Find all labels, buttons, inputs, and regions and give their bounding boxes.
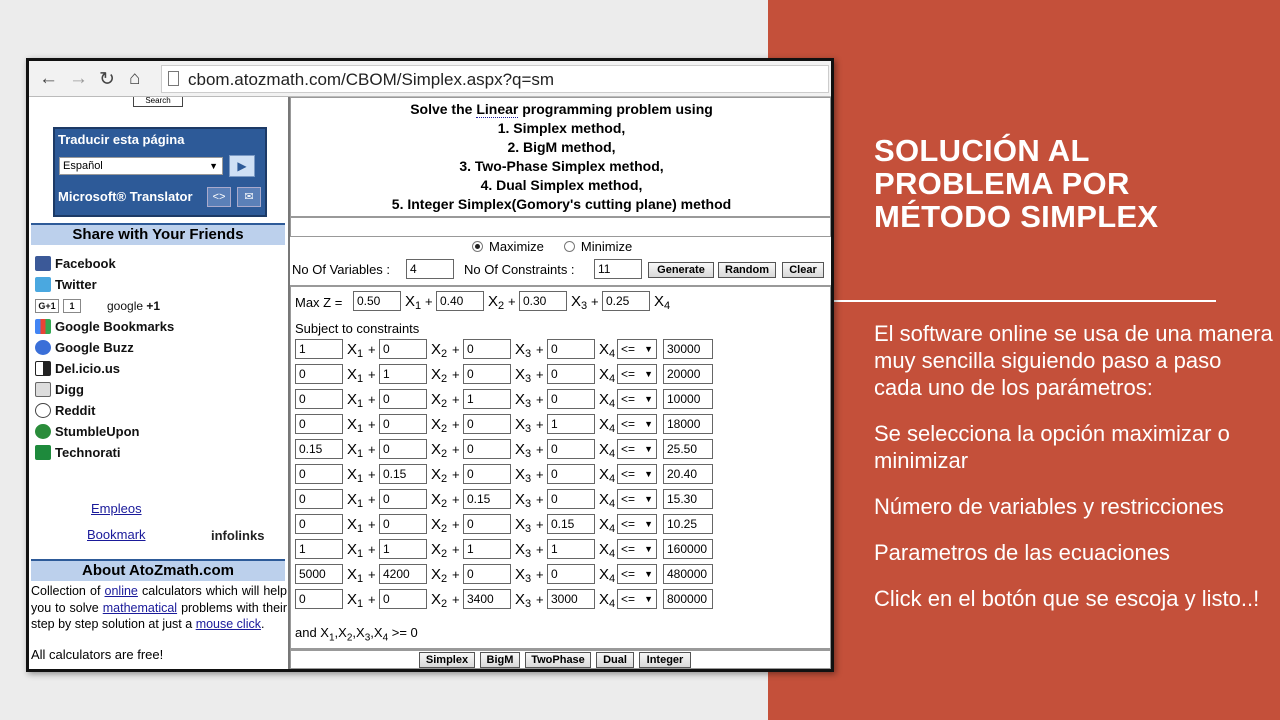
plus-sign: + <box>368 442 376 457</box>
free-note: All calculators are free! <box>31 647 164 662</box>
social-label: Google Buzz <box>55 340 134 355</box>
constraint-coef-input[interactable]: 0 <box>547 464 595 484</box>
technorati-icon <box>35 445 51 460</box>
plus-sign: + <box>368 517 376 532</box>
variable-label: $X_4$ <box>599 391 616 410</box>
plus-sign: + <box>536 567 544 582</box>
variable-label: $X_1$ <box>347 591 364 610</box>
constraint-coef-input[interactable]: 0 <box>295 389 343 409</box>
operator-value: <= <box>621 542 636 556</box>
constraint-coef-input[interactable]: 0.15 <box>379 464 427 484</box>
plus-sign: + <box>452 367 460 382</box>
mouse-click-link[interactable]: mouse click <box>195 617 261 631</box>
plus-sign: + <box>368 367 376 382</box>
google-plus-text: google +1 <box>107 298 161 313</box>
method-item: 1. Simplex method, <box>497 120 626 136</box>
variable-label: $X_3$ <box>515 591 532 610</box>
stumbleupon-icon <box>35 424 51 439</box>
dropdown-arrow-icon: ▼ <box>644 494 653 504</box>
social-label: Twitter <box>55 277 97 292</box>
operator-select[interactable] <box>617 364 657 384</box>
variable-label: $X_1$ <box>347 541 364 560</box>
variable-label: $X_2$ <box>431 516 448 535</box>
operator-value: <= <box>621 367 636 381</box>
minimize-radio[interactable] <box>564 241 575 252</box>
slide-title-line: SOLUCIÓN AL <box>874 133 1090 168</box>
variable-label: $X_4$ <box>599 516 616 535</box>
plus-sign: + <box>425 294 433 309</box>
dropdown-arrow-icon: ▼ <box>644 369 653 379</box>
about-header: About AtoZmath.com <box>31 559 285 581</box>
constraint-coef-input[interactable]: 0 <box>547 339 595 359</box>
plus-sign: + <box>368 417 376 432</box>
social-label: Google Bookmarks <box>55 319 175 334</box>
rhs-input[interactable]: 15.30 <box>663 489 713 509</box>
plus-sign: + <box>536 367 544 382</box>
constraint-coef-input[interactable]: 0 <box>463 364 511 384</box>
variable-label: $X_1$ <box>347 566 364 585</box>
objective-row <box>291 287 831 315</box>
variable-label: $X_2$ <box>431 416 448 435</box>
spacer-box <box>290 217 831 237</box>
variable-label: $X_1$ <box>347 416 364 435</box>
constraint-coef-input[interactable]: 0 <box>463 414 511 434</box>
constraint-coef-input[interactable]: 1 <box>379 364 427 384</box>
dropdown-arrow-icon: ▼ <box>644 594 653 604</box>
operator-select[interactable] <box>617 514 657 534</box>
plus-sign: + <box>536 467 544 482</box>
clear-button[interactable]: Clear <box>782 262 824 278</box>
bullet-item: Se selecciona la opción maximizar o minimizar <box>874 421 1230 473</box>
variable-label: $X_3$ <box>515 566 532 585</box>
constraints-input[interactable]: 11 <box>594 259 642 279</box>
solve-buttons <box>419 652 719 670</box>
google-bookmarks-icon <box>35 319 51 334</box>
variable-label: $X_4$ <box>599 491 616 510</box>
constraint-coef-input[interactable]: 0 <box>379 439 427 459</box>
social-stumbleupon[interactable] <box>35 421 285 442</box>
slide-title <box>874 134 1274 233</box>
digg-icon <box>35 382 51 397</box>
language-select[interactable] <box>59 157 223 175</box>
social-label: Reddit <box>55 403 96 418</box>
operator-value: <= <box>621 492 636 506</box>
dropdown-arrow-icon: ▼ <box>644 519 653 529</box>
subject-label: Subject to constraints <box>295 321 420 336</box>
objective-label: Max Z = <box>295 295 343 310</box>
dropdown-arrow-icon: ▼ <box>644 344 653 354</box>
url-text: cbom.atozmath.com/CBOM/Simplex.aspx?q=sm <box>188 70 555 89</box>
variable-label: $X_3$ <box>515 341 532 360</box>
constraint-coef-input[interactable]: 1 <box>547 414 595 434</box>
operator-value: <= <box>621 592 636 606</box>
variable-label: $X_3$ <box>515 391 532 410</box>
constraint-coef-input[interactable]: 0 <box>379 514 427 534</box>
rhs-input[interactable]: 160000 <box>663 539 713 559</box>
operator-value: <= <box>621 517 636 531</box>
constraint-coef-input[interactable]: 0 <box>463 439 511 459</box>
constraint-coef-input[interactable]: 0 <box>379 589 427 609</box>
variable-label: $X_2$ <box>431 491 448 510</box>
infolinks-logo: infolinks <box>211 528 265 543</box>
random-button[interactable]: Random <box>718 262 776 278</box>
slide-panel <box>768 0 1280 720</box>
dropdown-arrow-icon: ▼ <box>209 161 218 171</box>
social-label: Facebook <box>55 256 116 271</box>
mathematical-link[interactable]: mathematical <box>102 600 178 615</box>
constraint-coef-input[interactable]: 1 <box>463 539 511 559</box>
methods-box <box>290 97 831 217</box>
nonnegativity-label: and $X_1,X_2,X_3,X_4 >= 0$ <box>295 625 418 644</box>
constraint-coef-input[interactable]: 0 <box>295 514 343 534</box>
rhs-input[interactable]: 20000 <box>663 364 713 384</box>
operator-select[interactable] <box>617 339 657 359</box>
address-bar[interactable] <box>161 65 829 93</box>
variables-label: No Of Variables : <box>292 262 391 277</box>
forward-arrow-icon[interactable]: → <box>69 68 88 89</box>
variable-label: $X_3$ <box>515 466 532 485</box>
plus-sign: + <box>536 442 544 457</box>
plus-sign: + <box>368 492 376 507</box>
facebook-icon <box>35 256 51 271</box>
rhs-input[interactable]: 18000 <box>663 414 713 434</box>
variable-label: $X_4$ <box>599 591 616 610</box>
solve-simplex-button[interactable]: Simplex <box>419 652 475 668</box>
google-plus-badge: G+1 <box>35 299 59 313</box>
social-label: Technorati <box>55 445 121 460</box>
constraint-coef-input[interactable]: 5000 <box>295 564 343 584</box>
variable-label: $X_2$ <box>488 293 505 312</box>
variable-label: $X_4$ <box>654 293 671 312</box>
variable-label: $X_1$ <box>347 441 364 460</box>
operator-value: <= <box>621 442 636 456</box>
operator-select[interactable] <box>617 464 657 484</box>
config-row <box>292 259 830 283</box>
variable-label: $X_1$ <box>347 341 364 360</box>
constraint-coef-input[interactable]: 0 <box>295 414 343 434</box>
constraint-coef-input[interactable]: 0 <box>463 514 511 534</box>
constraint-coef-input[interactable]: 0 <box>463 464 511 484</box>
operator-value: <= <box>621 567 636 581</box>
twitter-icon <box>35 277 51 292</box>
equations-box <box>290 285 831 649</box>
objective-coef-input[interactable]: 0.50 <box>353 291 401 311</box>
plus-sign: + <box>452 567 460 582</box>
constraint-coef-input[interactable]: 1 <box>379 539 427 559</box>
minimize-label: Minimize <box>580 239 633 254</box>
social-technorati[interactable] <box>35 442 285 463</box>
objective-coef-input[interactable]: 0.25 <box>602 291 650 311</box>
variable-label: $X_4$ <box>599 366 616 385</box>
variable-label: $X_2$ <box>431 566 448 585</box>
slide-title-line: MÉTODO SIMPLEX <box>874 199 1159 234</box>
method-item: 5. Integer Simplex(Gomory's cutting plane) method <box>391 196 732 212</box>
constraint-coef-input[interactable]: 0 <box>463 339 511 359</box>
plus-sign: + <box>368 342 376 357</box>
constraint-coef-input[interactable]: 0 <box>379 489 427 509</box>
operator-select[interactable] <box>617 589 657 609</box>
linear-link[interactable]: Linear <box>476 101 519 117</box>
social-label: Digg <box>55 382 84 397</box>
maximize-radio[interactable] <box>472 241 483 252</box>
variable-label: $X_2$ <box>431 466 448 485</box>
operator-select[interactable] <box>617 439 657 459</box>
operator-select[interactable] <box>617 414 657 434</box>
translate-widget <box>53 127 267 217</box>
jobs-link[interactable]: Empleos <box>91 501 142 516</box>
variable-label: $X_1$ <box>347 466 364 485</box>
dropdown-arrow-icon: ▼ <box>644 544 653 554</box>
variable-label: $X_2$ <box>431 441 448 460</box>
objective-type <box>472 239 632 254</box>
variable-label: $X_2$ <box>431 366 448 385</box>
home-icon[interactable]: ⌂ <box>129 68 141 89</box>
constraint-coef-input[interactable]: 0.15 <box>547 514 595 534</box>
constraint-coef-input[interactable]: 0 <box>379 389 427 409</box>
constraint-coef-input[interactable]: 1 <box>547 539 595 559</box>
plus-sign: + <box>368 467 376 482</box>
constraint-coef-input[interactable]: 0.15 <box>295 439 343 459</box>
variable-label: $X_1$ <box>405 293 422 312</box>
variable-label: $X_1$ <box>347 516 364 535</box>
operator-value: <= <box>621 342 636 356</box>
plus-sign: + <box>368 592 376 607</box>
dropdown-arrow-icon: ▼ <box>644 569 653 579</box>
plus-sign: + <box>508 294 516 309</box>
constraint-coef-input[interactable]: 0 <box>379 414 427 434</box>
plus-sign: + <box>452 517 460 532</box>
variable-label: $X_2$ <box>431 591 448 610</box>
google-plus-count: 1 <box>63 299 81 313</box>
constraint-coef-input[interactable]: 0 <box>463 564 511 584</box>
variables-input[interactable]: 4 <box>406 259 454 279</box>
social-reddit[interactable] <box>35 400 285 421</box>
site-sidebar <box>29 97 287 669</box>
variable-label: $X_4$ <box>599 416 616 435</box>
method-item: 4. Dual Simplex method, <box>480 177 643 193</box>
variable-label: $X_4$ <box>599 441 616 460</box>
slide-title-line: PROBLEMA POR <box>874 166 1130 201</box>
dropdown-arrow-icon: ▼ <box>644 469 653 479</box>
plus-sign: + <box>536 542 544 557</box>
social-google-buzz[interactable] <box>35 337 285 358</box>
plus-sign: + <box>368 392 376 407</box>
language-value: Español <box>63 160 103 172</box>
constraint-coef-input[interactable]: 0 <box>295 589 343 609</box>
variable-label: $X_2$ <box>431 341 448 360</box>
solve-dual-button[interactable]: Dual <box>596 652 634 668</box>
delicious-icon <box>35 361 51 376</box>
constraint-coef-input[interactable]: 0 <box>547 389 595 409</box>
constraint-coef-input[interactable]: 0 <box>295 364 343 384</box>
solve-twophase-button[interactable]: TwoPhase <box>525 652 591 668</box>
variable-label: $X_3$ <box>515 541 532 560</box>
rhs-input[interactable]: 10000 <box>663 389 713 409</box>
bullet-item: Click en el botón que se escoja y listo..! <box>874 586 1260 611</box>
social-facebook[interactable] <box>35 253 285 274</box>
solve-integer-button[interactable]: Integer <box>639 652 691 668</box>
constraint-coef-input[interactable]: 0 <box>547 364 595 384</box>
plus-sign: + <box>536 517 544 532</box>
online-link[interactable]: online <box>104 584 138 598</box>
rhs-input[interactable]: 10.25 <box>663 514 713 534</box>
share-header: Share with Your Friends <box>31 223 285 245</box>
variable-label: $X_3$ <box>515 491 532 510</box>
methods-list <box>291 100 832 214</box>
google-buzz-icon <box>35 340 51 355</box>
variable-label: $X_4$ <box>599 466 616 485</box>
constraint-coef-input[interactable]: 1 <box>295 539 343 559</box>
variable-label: $X_3$ <box>515 416 532 435</box>
social-label: Del.icio.us <box>55 361 121 376</box>
variable-label: $X_3$ <box>515 441 532 460</box>
rhs-input[interactable]: 800000 <box>663 589 713 609</box>
social-digg[interactable] <box>35 379 285 400</box>
variable-label: $X_4$ <box>599 566 616 585</box>
plus-sign: + <box>452 442 460 457</box>
variable-label: $X_1$ <box>347 391 364 410</box>
dropdown-arrow-icon: ▼ <box>644 419 653 429</box>
rhs-input[interactable]: 30000 <box>663 339 713 359</box>
plus-sign: + <box>368 542 376 557</box>
embed-code-icon[interactable]: <> <box>207 187 231 207</box>
constraints-label: No Of Constraints : <box>464 262 575 277</box>
calculator-panel <box>288 97 831 669</box>
variable-label: $X_2$ <box>431 541 448 560</box>
google-plus-one[interactable] <box>35 295 285 316</box>
rhs-input[interactable]: 20.40 <box>663 464 713 484</box>
operator-select[interactable] <box>617 489 657 509</box>
variable-label: $X_4$ <box>599 341 616 360</box>
maximize-label: Maximize <box>489 239 544 254</box>
constraint-coef-input[interactable]: 0 <box>547 439 595 459</box>
intro-line: Solve the Linear programming problem using <box>410 101 713 117</box>
browser-toolbar <box>29 61 831 97</box>
browser-screenshot <box>26 58 834 672</box>
rhs-input[interactable]: 25.50 <box>663 439 713 459</box>
objective-coef-input[interactable]: 0.30 <box>519 291 567 311</box>
constraint-coef-input[interactable]: 1 <box>295 339 343 359</box>
plus-sign: + <box>591 294 599 309</box>
plus-sign: + <box>452 417 460 432</box>
email-icon[interactable]: ✉ <box>237 187 261 207</box>
rhs-input[interactable]: 480000 <box>663 564 713 584</box>
dropdown-arrow-icon: ▼ <box>644 394 653 404</box>
reload-icon[interactable]: ↻ <box>99 69 115 90</box>
back-arrow-icon[interactable]: ← <box>39 68 58 89</box>
social-links <box>35 253 285 463</box>
solve-buttons-bar <box>290 649 831 669</box>
variable-label: $X_3$ <box>571 293 588 312</box>
plus-sign: + <box>536 592 544 607</box>
plus-sign: + <box>452 392 460 407</box>
plus-sign: + <box>452 592 460 607</box>
plus-sign: + <box>452 342 460 357</box>
variable-label: $X_3$ <box>515 516 532 535</box>
constraint-coef-input[interactable]: 0 <box>547 489 595 509</box>
variable-label: $X_1$ <box>347 366 364 385</box>
plus-sign: + <box>536 492 544 507</box>
variable-label: $X_2$ <box>431 391 448 410</box>
social-label: StumbleUpon <box>55 424 140 439</box>
social-google-bookmarks[interactable] <box>35 316 285 337</box>
constraint-coef-input[interactable]: 3400 <box>463 589 511 609</box>
social-delicious[interactable] <box>35 358 285 379</box>
operator-select[interactable] <box>617 564 657 584</box>
operator-value: <= <box>621 392 636 406</box>
plus-sign: + <box>368 567 376 582</box>
variable-label: $X_3$ <box>515 366 532 385</box>
constraint-coef-input[interactable]: 0 <box>295 489 343 509</box>
bookmark-link[interactable]: Bookmark <box>87 527 146 542</box>
translator-brand: Microsoft® Translator <box>58 189 193 204</box>
translate-go-button[interactable]: ▶ <box>229 155 255 177</box>
operator-select[interactable] <box>617 389 657 409</box>
solve-bigm-button[interactable]: BigM <box>480 652 520 668</box>
constraint-coef-input[interactable]: 4200 <box>379 564 427 584</box>
constraint-coef-input[interactable]: 3000 <box>547 589 595 609</box>
plus-sign: + <box>452 492 460 507</box>
plus-sign: + <box>536 417 544 432</box>
variable-label: $X_4$ <box>599 541 616 560</box>
constraint-coef-input[interactable]: 0 <box>547 564 595 584</box>
bullet-list <box>874 320 1274 631</box>
operator-value: <= <box>621 417 636 431</box>
constraint-rows <box>291 339 831 619</box>
bullet-item: Número de variables y restricciones <box>874 494 1224 519</box>
translate-title: Traducir esta página <box>58 132 185 147</box>
dropdown-arrow-icon: ▼ <box>644 444 653 454</box>
plus-sign: + <box>452 467 460 482</box>
method-item: 3. Two-Phase Simplex method, <box>459 158 664 174</box>
constraint-coef-input[interactable]: 0 <box>295 464 343 484</box>
objective-coef-input[interactable]: 0.40 <box>436 291 484 311</box>
plus-sign: + <box>536 342 544 357</box>
plus-sign: + <box>452 542 460 557</box>
reddit-icon <box>35 403 51 418</box>
variable-label: $X_1$ <box>347 491 364 510</box>
generate-button[interactable]: Generate <box>648 262 714 278</box>
plus-sign: + <box>536 392 544 407</box>
operator-value: <= <box>621 467 636 481</box>
method-item: 2. BigM method, <box>507 139 616 155</box>
title-divider <box>834 300 1216 302</box>
about-text: Collection of online calculators which will help you to solve mathematical problems with their step by step solution at just a mouse click. <box>31 584 287 631</box>
bullet-item: Parametros de las ecuaciones <box>874 540 1170 565</box>
constraint-coef-input[interactable]: 0 <box>379 339 427 359</box>
social-twitter[interactable] <box>35 274 285 295</box>
search-button[interactable]: Search <box>133 97 183 107</box>
constraint-coef-input[interactable]: 1 <box>463 389 511 409</box>
constraint-coef-input[interactable]: 0.15 <box>463 489 511 509</box>
page-icon <box>168 71 179 86</box>
operator-select[interactable] <box>617 539 657 559</box>
bullet-item: El software online se usa de una manera muy sencilla siguiendo paso a paso cada uno de los parámetros: <box>874 321 1273 400</box>
